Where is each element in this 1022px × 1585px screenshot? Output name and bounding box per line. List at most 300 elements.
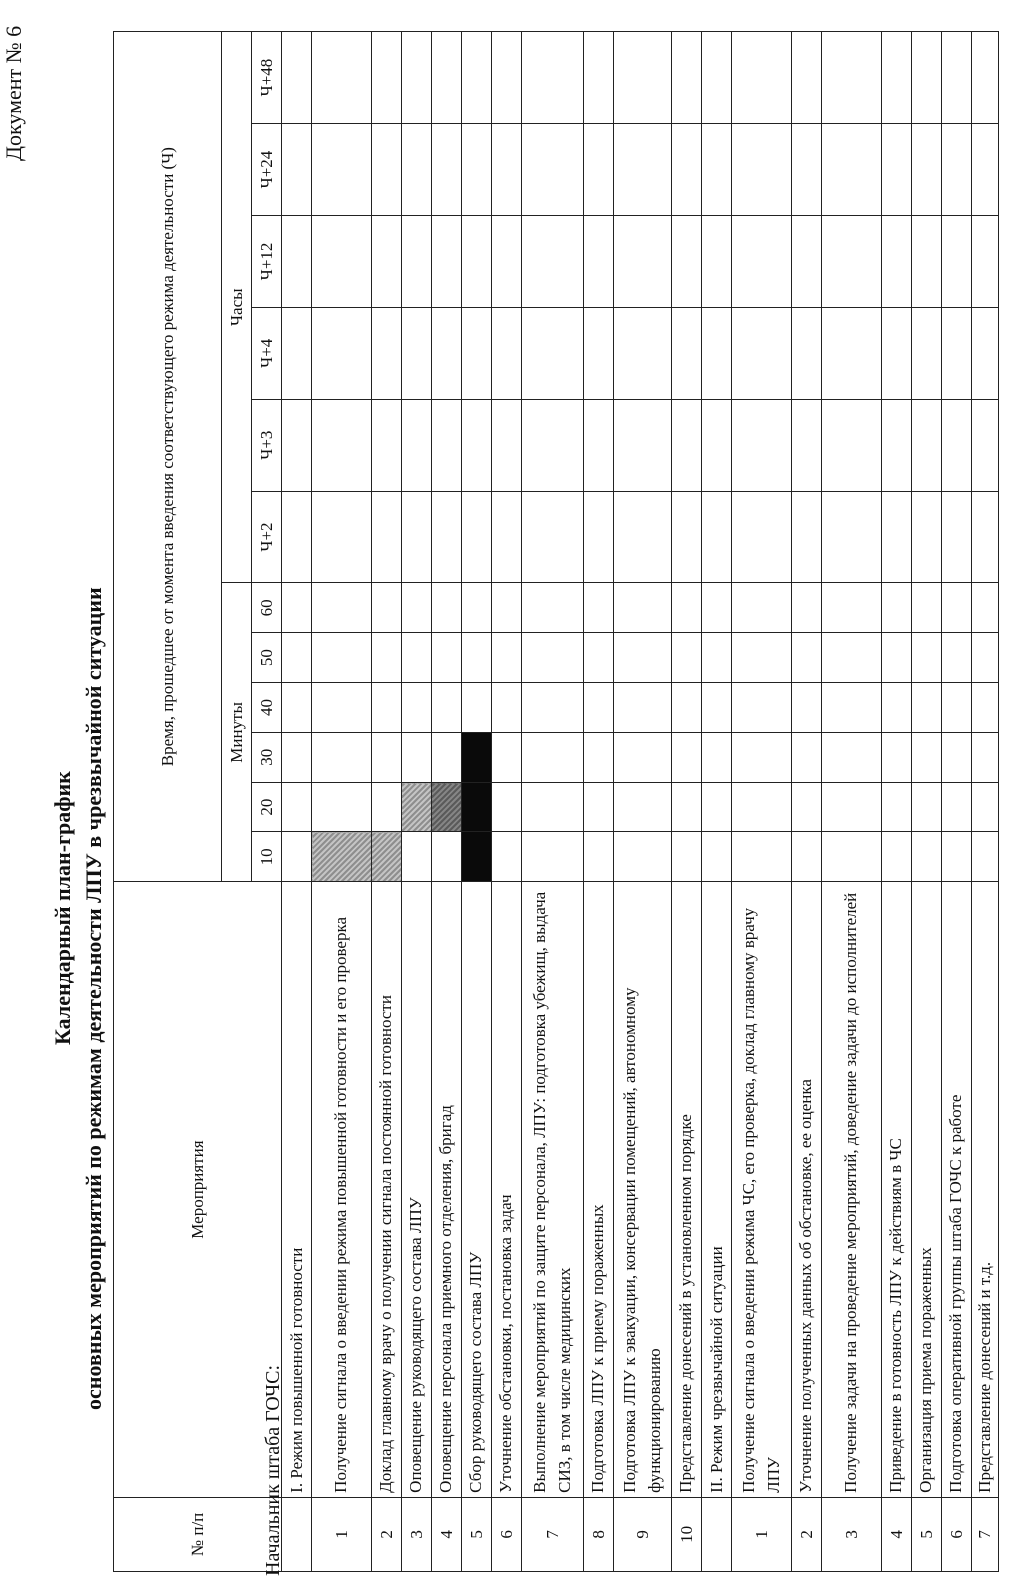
- schedule-cell: [432, 307, 462, 399]
- schedule-cell: [312, 633, 372, 683]
- schedule-cell: [672, 399, 702, 491]
- schedule-cell: [312, 782, 372, 832]
- schedule-cell: [614, 124, 672, 216]
- schedule-cell: [492, 782, 522, 832]
- row-number: 6: [942, 1497, 972, 1571]
- plan-title: Календарный план-график: [50, 771, 75, 1045]
- minute-column-header: 20: [252, 782, 282, 832]
- schedule-cell: [732, 832, 792, 882]
- table-row: [614, 32, 672, 1572]
- schedule-cell: [672, 782, 702, 832]
- hour-column-header: Ч+48: [252, 32, 282, 124]
- schedule-cell: [822, 215, 882, 307]
- table-row: [584, 32, 614, 1572]
- schedule-cell: [822, 399, 882, 491]
- schedule-cell: [282, 832, 312, 882]
- document-label: Документ № 6: [1, 25, 26, 161]
- schedule-cell: [912, 124, 942, 216]
- schedule-cell: [522, 307, 584, 399]
- row-number: 7: [522, 1497, 584, 1571]
- schedule-cell: [912, 633, 942, 683]
- schedule-cell: [402, 307, 432, 399]
- schedule-cell: [702, 782, 732, 832]
- schedule-cell: [614, 683, 672, 733]
- schedule-cell: [584, 683, 614, 733]
- schedule-cell: [432, 832, 462, 882]
- hour-column-header: Ч+2: [252, 491, 282, 583]
- activity-text: Представление донесений и т.д.: [972, 882, 999, 1498]
- row-number: 6: [492, 1497, 522, 1571]
- schedule-cell: [792, 832, 822, 882]
- schedule-cell: [432, 124, 462, 216]
- table-row: [462, 32, 492, 1572]
- schedule-cell: [282, 633, 312, 683]
- schedule-cell: [702, 683, 732, 733]
- schedule-cell: [792, 633, 822, 683]
- schedule-cell: [882, 491, 912, 583]
- schedule-cell: [372, 782, 402, 832]
- activity-text: Уточнение полученных данных об обстановке, ее оценка: [792, 882, 822, 1498]
- schedule-cell: [282, 782, 312, 832]
- schedule-cell: [972, 307, 999, 399]
- schedule-cell: [522, 782, 584, 832]
- table-row: [882, 32, 912, 1572]
- schedule-cell: [402, 215, 432, 307]
- header-time: Время, прошедшее от момента введения соответствующего режима деятельности (Ч): [114, 32, 222, 882]
- section-row: [282, 32, 312, 1572]
- schedule-cell: [882, 782, 912, 832]
- schedule-cell: [822, 307, 882, 399]
- schedule-cell: [522, 491, 584, 583]
- schedule-table: [113, 31, 999, 1572]
- schedule-cell: [702, 124, 732, 216]
- schedule-cell: [492, 633, 522, 683]
- schedule-cell: [702, 583, 732, 633]
- schedule-cell: [972, 832, 999, 882]
- schedule-cell: [522, 832, 584, 882]
- schedule-cell: [972, 32, 999, 124]
- schedule-cell: [942, 832, 972, 882]
- schedule-cell: [972, 491, 999, 583]
- schedule-cell: [972, 124, 999, 216]
- schedule-cell: [402, 732, 432, 782]
- hour-column-header: Ч+4: [252, 307, 282, 399]
- schedule-cell: [882, 583, 912, 633]
- schedule-cell: [732, 633, 792, 683]
- schedule-cell: [584, 399, 614, 491]
- minute-column-header: 10: [252, 832, 282, 882]
- schedule-cell: [462, 307, 492, 399]
- schedule-cell: [282, 307, 312, 399]
- schedule-cell: [972, 782, 999, 832]
- schedule-cell: [732, 583, 792, 633]
- schedule-cell: [312, 124, 372, 216]
- schedule-cell: [792, 32, 822, 124]
- row-number: 4: [432, 1497, 462, 1571]
- activity-text: Получение сигнала о введении режима повышенной готовности и его проверка: [312, 882, 372, 1498]
- schedule-cell: [702, 633, 732, 683]
- schedule-cell: [614, 583, 672, 633]
- minute-column-header: 60: [252, 583, 282, 633]
- table-row: [972, 32, 999, 1572]
- schedule-cell: [882, 399, 912, 491]
- schedule-cell: [522, 215, 584, 307]
- schedule-bar-cell: [432, 782, 462, 832]
- minute-column-header: 40: [252, 683, 282, 733]
- schedule-cell: [492, 683, 522, 733]
- schedule-cell: [614, 732, 672, 782]
- schedule-cell: [942, 732, 972, 782]
- schedule-cell: [372, 215, 402, 307]
- schedule-cell: [432, 215, 462, 307]
- schedule-cell: [792, 307, 822, 399]
- schedule-cell: [492, 307, 522, 399]
- schedule-cell: [672, 683, 702, 733]
- table-row: [732, 32, 792, 1572]
- schedule-cell: [732, 124, 792, 216]
- schedule-cell: [462, 491, 492, 583]
- row-number: 2: [792, 1497, 822, 1571]
- schedule-cell: [882, 307, 912, 399]
- row-number: 9: [614, 1497, 672, 1571]
- schedule-cell: [912, 782, 942, 832]
- schedule-cell: [732, 683, 792, 733]
- schedule-cell: [432, 732, 462, 782]
- schedule-cell: [402, 633, 432, 683]
- schedule-cell: [522, 32, 584, 124]
- schedule-cell: [972, 583, 999, 633]
- schedule-cell: [282, 32, 312, 124]
- schedule-cell: [614, 832, 672, 882]
- table-row: [822, 32, 882, 1572]
- table-header: [114, 32, 282, 1572]
- schedule-cell: [882, 215, 912, 307]
- schedule-cell: [432, 683, 462, 733]
- schedule-cell: [492, 732, 522, 782]
- schedule-cell: [912, 215, 942, 307]
- schedule-cell: [282, 399, 312, 491]
- schedule-cell: [372, 583, 402, 633]
- schedule-cell: [942, 491, 972, 583]
- row-number: 7: [972, 1497, 999, 1571]
- schedule-cell: [792, 683, 822, 733]
- table-row: [912, 32, 942, 1572]
- schedule-cell: [702, 215, 732, 307]
- schedule-cell: [882, 32, 912, 124]
- schedule-cell: [372, 683, 402, 733]
- schedule-cell: [282, 491, 312, 583]
- schedule-cell: [402, 832, 432, 882]
- schedule-cell: [732, 732, 792, 782]
- schedule-cell: [912, 399, 942, 491]
- schedule-cell: [822, 732, 882, 782]
- schedule-cell: [792, 782, 822, 832]
- row-number: 2: [372, 1497, 402, 1571]
- schedule-cell: [942, 215, 972, 307]
- section-title: I. Режим повышенной готовности: [282, 882, 312, 1498]
- minute-column-header: 30: [252, 732, 282, 782]
- schedule-cell: [584, 124, 614, 216]
- schedule-cell: [732, 307, 792, 399]
- schedule-cell: [462, 215, 492, 307]
- schedule-cell: [732, 782, 792, 832]
- schedule-cell: [522, 124, 584, 216]
- activity-text: Выполнение мероприятий по защите персонала, ЛПУ: подготовка убежищ, выдача СИЗ, в том числе медицинских: [522, 882, 584, 1498]
- row-number: 1: [312, 1497, 372, 1571]
- schedule-cell: [672, 832, 702, 882]
- schedule-bar-cell: [312, 832, 372, 882]
- schedule-cell: [312, 215, 372, 307]
- schedule-cell: [402, 491, 432, 583]
- schedule-cell: [282, 583, 312, 633]
- hour-column-header: Ч+3: [252, 399, 282, 491]
- hour-column-header: Ч+24: [252, 124, 282, 216]
- schedule-cell: [432, 633, 462, 683]
- schedule-cell: [584, 307, 614, 399]
- schedule-cell: [372, 732, 402, 782]
- schedule-cell: [492, 491, 522, 583]
- activity-text: Оповещение персонала приемного отделения, бригад: [432, 882, 462, 1498]
- schedule-cell: [882, 633, 912, 683]
- table-row: [372, 32, 402, 1572]
- table-row: [432, 32, 462, 1572]
- schedule-cell: [732, 399, 792, 491]
- schedule-cell: [822, 782, 882, 832]
- schedule-cell: [492, 215, 522, 307]
- schedule-cell: [912, 732, 942, 782]
- table-row: [942, 32, 972, 1572]
- schedule-cell: [942, 307, 972, 399]
- activity-text: Оповещение руководящего состава ЛПУ: [402, 882, 432, 1498]
- header-activity: Мероприятия: [114, 882, 282, 1498]
- schedule-cell: [792, 215, 822, 307]
- schedule-cell: [402, 583, 432, 633]
- activity-text: Доклад главному врачу о получении сигнала постоянной готовности: [372, 882, 402, 1498]
- schedule-cell: [462, 399, 492, 491]
- schedule-cell: [312, 683, 372, 733]
- schedule-cell: [522, 583, 584, 633]
- schedule-cell: [584, 491, 614, 583]
- schedule-cell: [972, 399, 999, 491]
- schedule-bar-cell: [372, 832, 402, 882]
- schedule-cell: [522, 633, 584, 683]
- schedule-cell: [462, 32, 492, 124]
- schedule-cell: [432, 32, 462, 124]
- row-number: 3: [822, 1497, 882, 1571]
- schedule-cell: [282, 215, 312, 307]
- schedule-cell: [732, 491, 792, 583]
- schedule-cell: [614, 307, 672, 399]
- activity-text: Подготовка ЛПУ к приему пораженных: [584, 882, 614, 1498]
- activity-text: Представление донесений в установленном порядке: [672, 882, 702, 1498]
- schedule-cell: [912, 491, 942, 583]
- schedule-cell: [942, 633, 972, 683]
- schedule-bar-cell: [462, 782, 492, 832]
- schedule-cell: [792, 732, 822, 782]
- schedule-cell: [882, 124, 912, 216]
- schedule-cell: [672, 32, 702, 124]
- schedule-cell: [732, 215, 792, 307]
- row-number: 8: [584, 1497, 614, 1571]
- table-row: [402, 32, 432, 1572]
- schedule-cell: [822, 491, 882, 583]
- schedule-cell: [702, 832, 732, 882]
- schedule-cell: [312, 583, 372, 633]
- schedule-cell: [462, 124, 492, 216]
- table-row: [312, 32, 372, 1572]
- activity-text: Подготовка ЛПУ к эвакуации, консервации помещений, автономному функционированию: [614, 882, 672, 1498]
- activity-text: Организация приема пораженных: [912, 882, 942, 1498]
- schedule-cell: [614, 215, 672, 307]
- schedule-cell: [672, 583, 702, 633]
- schedule-cell: [822, 832, 882, 882]
- schedule-cell: [822, 32, 882, 124]
- schedule-cell: [492, 32, 522, 124]
- schedule-cell: [672, 491, 702, 583]
- schedule-cell: [672, 633, 702, 683]
- section-num-cell: [702, 1497, 732, 1571]
- section-row: [702, 32, 732, 1572]
- schedule-cell: [912, 307, 942, 399]
- schedule-cell: [462, 633, 492, 683]
- schedule-cell: [672, 307, 702, 399]
- schedule-cell: [792, 583, 822, 633]
- schedule-cell: [822, 683, 882, 733]
- schedule-cell: [584, 732, 614, 782]
- schedule-cell: [702, 491, 732, 583]
- plan-subtitle: основных мероприятий по режимам деятельности ЛПУ в чрезвычайной ситуации: [81, 587, 106, 1410]
- section-title: II. Режим чрезвычайной ситуации: [702, 882, 732, 1498]
- schedule-cell: [942, 683, 972, 733]
- schedule-cell: [282, 124, 312, 216]
- schedule-cell: [522, 683, 584, 733]
- header-num: № п/п: [114, 1497, 282, 1571]
- schedule-cell: [702, 732, 732, 782]
- schedule-cell: [312, 491, 372, 583]
- schedule-cell: [702, 399, 732, 491]
- schedule-cell: [942, 124, 972, 216]
- activity-text: Подготовка оперативной группы штаба ГОЧС к работе: [942, 882, 972, 1498]
- schedule-cell: [372, 124, 402, 216]
- schedule-cell: [972, 633, 999, 683]
- schedule-cell: [822, 124, 882, 216]
- hour-column-header: Ч+12: [252, 215, 282, 307]
- schedule-cell: [312, 399, 372, 491]
- header-hours: Часы: [222, 32, 252, 583]
- activity-text: Получение задачи на проведение мероприятий, доведение задачи до исполнителей: [822, 882, 882, 1498]
- schedule-cell: [282, 683, 312, 733]
- schedule-cell: [942, 782, 972, 832]
- schedule-cell: [402, 683, 432, 733]
- schedule-cell: [462, 683, 492, 733]
- schedule-cell: [432, 399, 462, 491]
- schedule-cell: [672, 124, 702, 216]
- schedule-cell: [312, 307, 372, 399]
- table-body: [282, 32, 999, 1572]
- schedule-cell: [822, 633, 882, 683]
- schedule-cell: [432, 583, 462, 633]
- schedule-bar-cell: [402, 782, 432, 832]
- activity-text: Приведение в готовность ЛПУ к действиям в ЧС: [882, 882, 912, 1498]
- section-num-cell: [282, 1497, 312, 1571]
- schedule-cell: [584, 32, 614, 124]
- row-number: 5: [462, 1497, 492, 1571]
- schedule-cell: [614, 399, 672, 491]
- schedule-cell: [792, 491, 822, 583]
- schedule-cell: [912, 583, 942, 633]
- schedule-cell: [372, 633, 402, 683]
- schedule-cell: [882, 732, 912, 782]
- schedule-cell: [614, 491, 672, 583]
- schedule-cell: [402, 32, 432, 124]
- schedule-cell: [492, 583, 522, 633]
- schedule-cell: [792, 124, 822, 216]
- schedule-cell: [702, 32, 732, 124]
- schedule-cell: [462, 583, 492, 633]
- row-number: 4: [882, 1497, 912, 1571]
- schedule-cell: [912, 832, 942, 882]
- schedule-cell: [522, 732, 584, 782]
- schedule-cell: [822, 583, 882, 633]
- schedule-cell: [912, 32, 942, 124]
- schedule-cell: [672, 732, 702, 782]
- schedule-cell: [942, 32, 972, 124]
- schedule-cell: [614, 32, 672, 124]
- activity-text: Уточнение обстановки, постановка задач: [492, 882, 522, 1498]
- schedule-cell: [972, 683, 999, 733]
- schedule-cell: [972, 732, 999, 782]
- schedule-cell: [912, 683, 942, 733]
- schedule-cell: [972, 215, 999, 307]
- schedule-cell: [522, 399, 584, 491]
- schedule-cell: [432, 491, 462, 583]
- schedule-cell: [732, 32, 792, 124]
- schedule-cell: [942, 399, 972, 491]
- row-number: 5: [912, 1497, 942, 1571]
- schedule-cell: [702, 307, 732, 399]
- schedule-cell: [614, 633, 672, 683]
- schedule-cell: [492, 832, 522, 882]
- schedule-cell: [402, 124, 432, 216]
- schedule-cell: [584, 832, 614, 882]
- schedule-cell: [882, 832, 912, 882]
- table-row: [792, 32, 822, 1572]
- schedule-cell: [312, 732, 372, 782]
- schedule-cell: [584, 583, 614, 633]
- table-row: [492, 32, 522, 1572]
- row-number: 10: [672, 1497, 702, 1571]
- schedule-cell: [402, 399, 432, 491]
- minute-column-header: 50: [252, 633, 282, 683]
- schedule-cell: [372, 399, 402, 491]
- schedule-cell: [312, 32, 372, 124]
- schedule-cell: [282, 732, 312, 782]
- schedule-cell: [492, 399, 522, 491]
- schedule-cell: [792, 399, 822, 491]
- activity-text: Получение сигнала о введении режима ЧС, его проверка, доклад главному врачу ЛПУ: [732, 882, 792, 1498]
- schedule-cell: [584, 782, 614, 832]
- schedule-bar-cell: [462, 732, 492, 782]
- row-number: 3: [402, 1497, 432, 1571]
- activity-text: Сбор руководящего состава ЛПУ: [462, 882, 492, 1498]
- schedule-cell: [882, 683, 912, 733]
- schedule-cell: [614, 782, 672, 832]
- schedule-bar-cell: [462, 832, 492, 882]
- schedule-cell: [372, 307, 402, 399]
- schedule-cell: [584, 633, 614, 683]
- table-row: [522, 32, 584, 1572]
- table-row: [672, 32, 702, 1572]
